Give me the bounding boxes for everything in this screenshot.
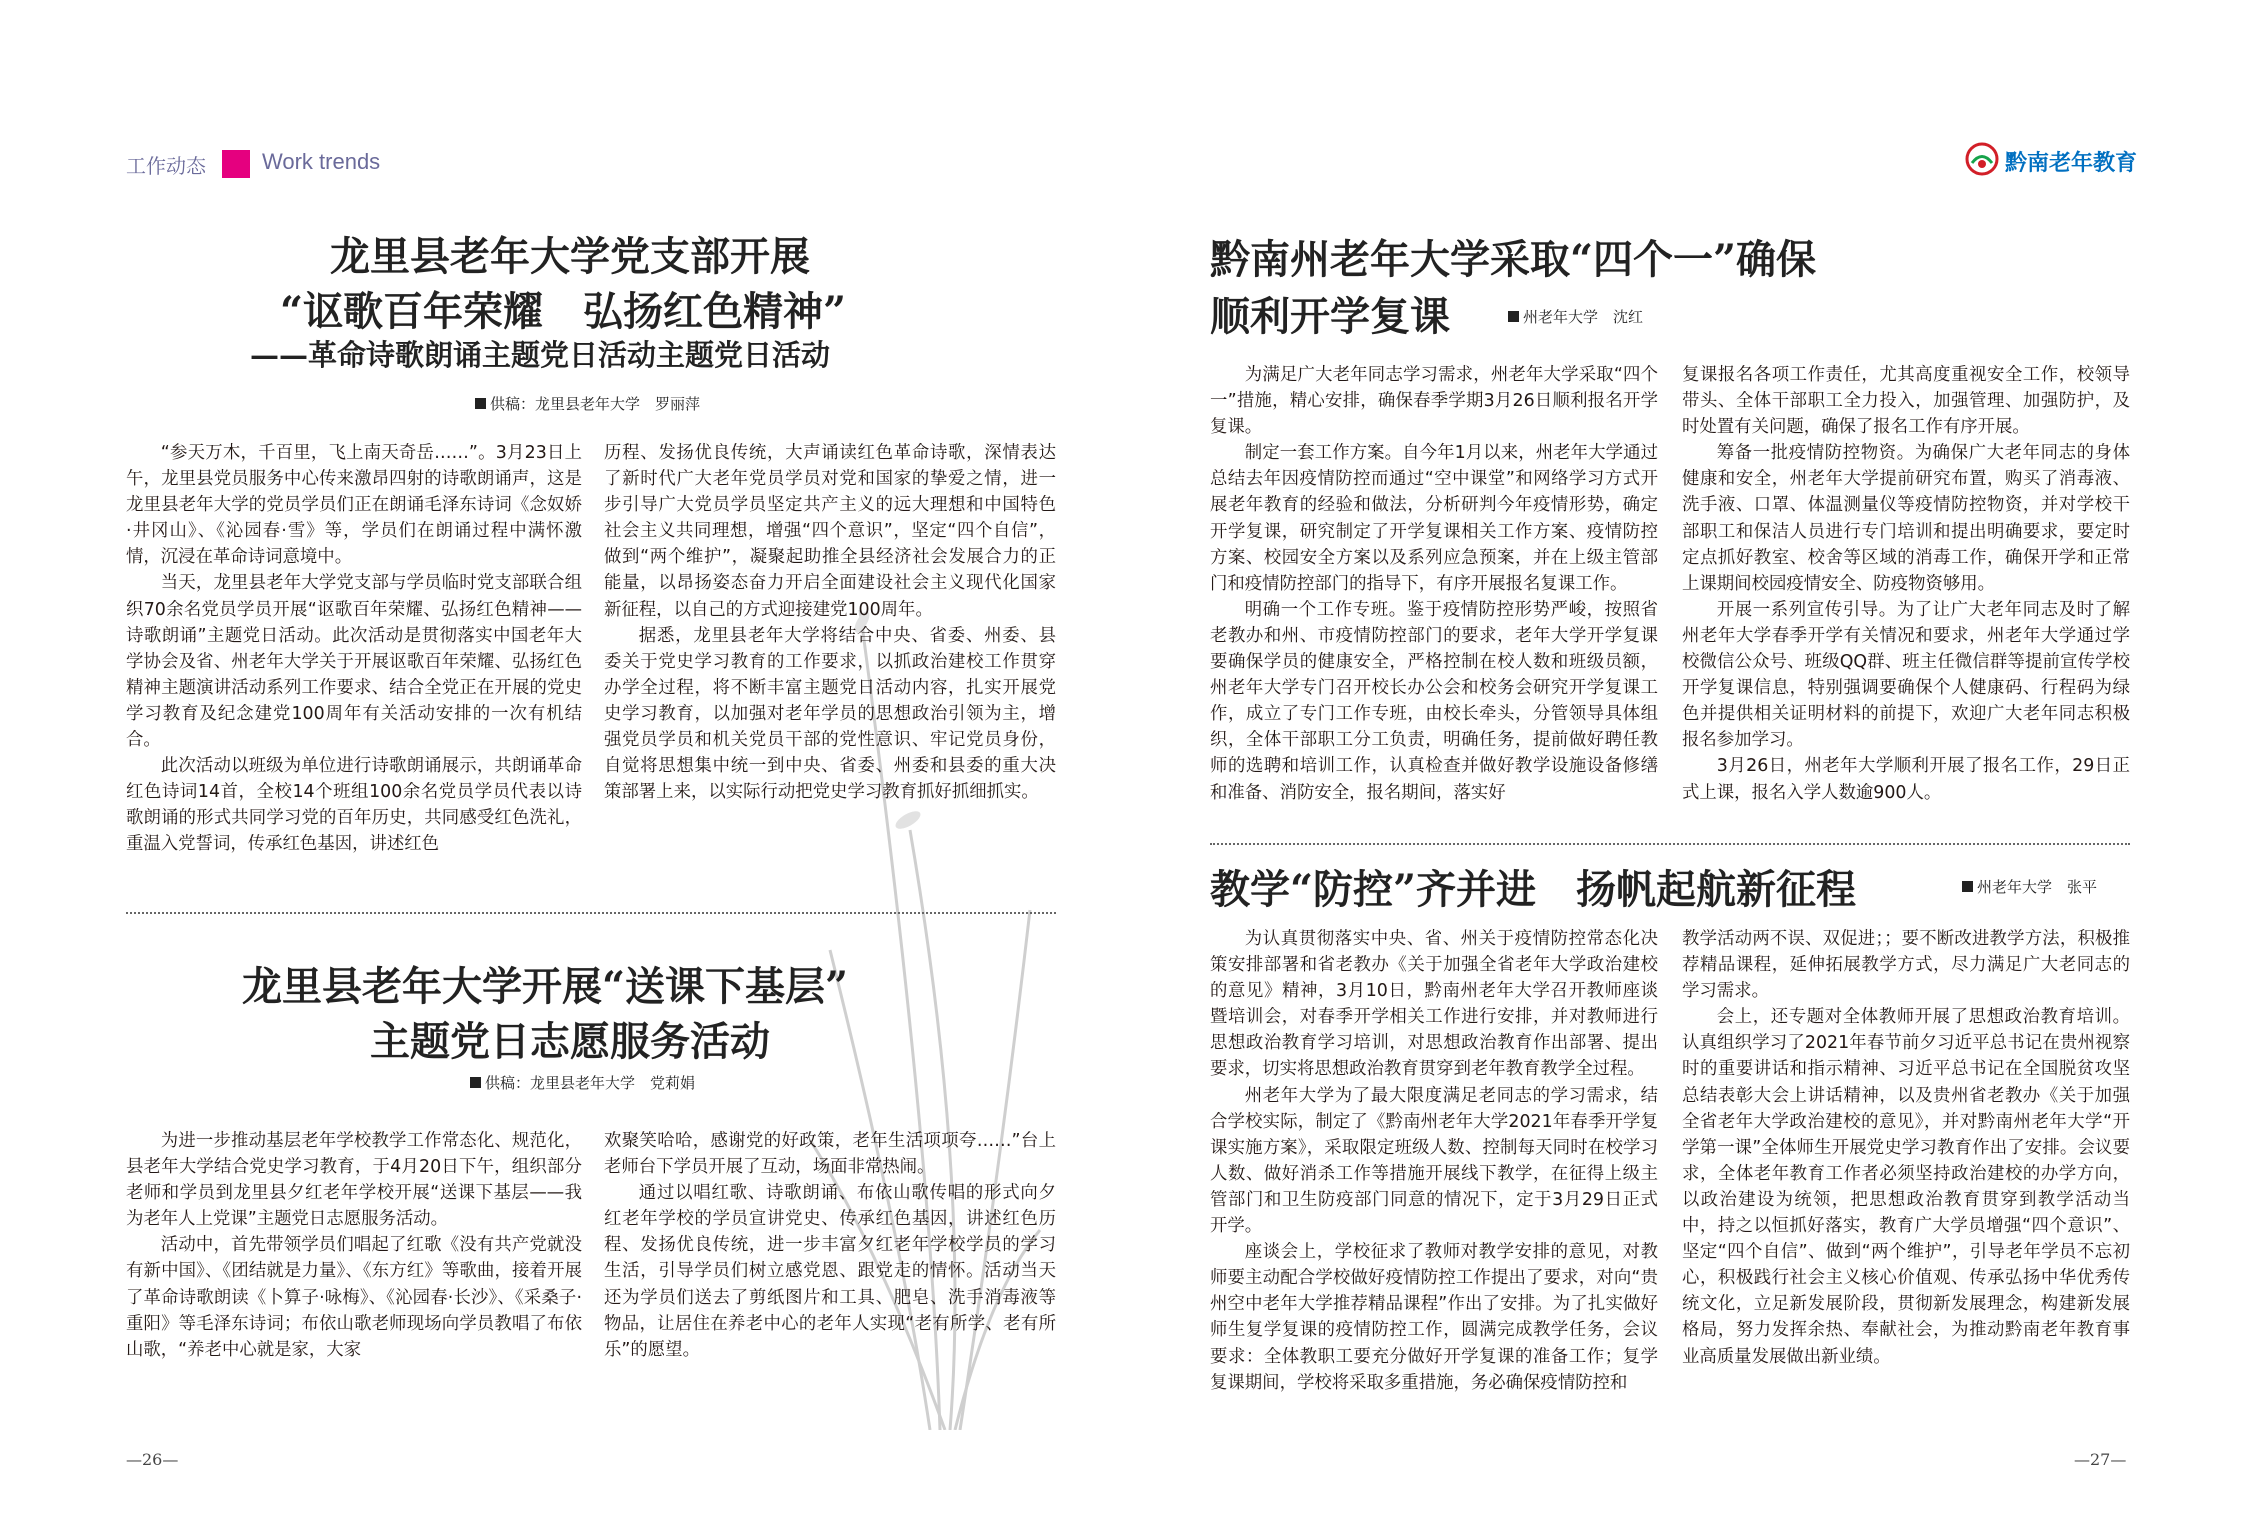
article3-title-line1: 黔南州老年大学采取“四个一”确保 (1210, 236, 1817, 283)
article4-col1-para: 为认真贯彻落实中央、省、州关于疫情防控常态化决策安排部署和省老教办《关于加强全省老年大学政治建校的意见》精神，3月10日，黔南州老年大学召开教师座谈暨培训会，对春季开学相关工作进行安排，并对教师进行思想政治教育学习培训，对思想政治教育作出部署、提出要求，切实将思想政治教育贯穿到老年教育教学全过程。 (1210, 929, 1658, 1080)
article3-col2-para: 筹备一批疫情防控物资。为确保广大老年同志的身体健康和安全，州老年大学提前研究布置，购买了消毒液、洗手液、口罩、体温测量仪等疫情防控物资，并对学校干部职工和保洁人员进行专门培训和提出明确要求，要定时定点抓好教室、校舍等区域的消毒工作，确保开学和正常上课期间校园疫情安全、防疫物资够用。 (1682, 443, 2130, 594)
article4-col2-para: 会上，还专题对全体教师开展了思想政治教育培训。认真组织学习了2021年春节前夕习近平总书记在贵州视察时的重要讲话和指示精神、习近平总书记在全国脱贫攻坚总结表彰大会上讲话精神，以及贵州省老教办《关于加强全省老年大学政治建校的意见》，并对黔南州老年大学“开学第一课”全体师生开展党史学习教育作出了安排。会议要求，全体老年教育工作者必须坚持政治建校的办学方向，以政治建设为统领，把思想政治教育贯穿到教学活动当中，持之以恒抓好落实，教育广大学员增强“四个意识”、坚定“四个自信”、做到“两个维护”，引导老年学员不忘初心，积极践行社会主义核心价值观、传承弘扬中华优秀传统文化，立足新发展阶段，贯彻新发展理念，构建新发展格局，努力发挥余热、奉献社会，为推动黔南老年教育事业高质量发展做出新业绩。 (1682, 1007, 2130, 1367)
article3-col1-para: 明确一个工作专班。鉴于疫情防控形势严峻，按照省老教办和州、市疫情防控部门的要求，老年大学开学复课要确保学员的健康安全，严格控制在校人数和班级员额，州老年大学专门召开校长办公会和校务会研究开学复课工作，成立了专门工作专班，由校长牵头，分管领导具体组织，全体干部职工分工负责，明确任务，提前做好聘任教师的选聘和培训工作，认真检查并做好教学设施设备修缮和准备、消防安全，报名期间，落实好 (1210, 599, 1658, 803)
article1-title-line2: “讴歌百年荣耀 弘扬红色精神” (280, 288, 847, 335)
article4-title: 教学“防控”齐并进 扬帆起航新征程 (1210, 866, 1857, 913)
article1-col1-para: “参天万木，千百里，飞上南天奇岳……”。3月23日上午，龙里县党员服务中心传来激昂四射的诗歌朗诵声，这是龙里县老年大学的党员学员们正在朗诵毛泽东诗词《念奴娇·井冈山》、《沁园春·雪》等，学员们在朗诵过程中满怀激情，沉浸在革命诗词意境中。 (126, 443, 582, 568)
article1-byline-text: 供稿：龙里县老年大学 罗丽萍 (490, 395, 701, 413)
article1-column2 (604, 440, 1056, 805)
article4-byline-text: 州老年大学 张平 (1977, 878, 2098, 896)
article2-col2-para: 通过以唱红歌、诗歌朗诵、布依山歌传唱的形式向夕红老年学校的学员宣讲党史、传承红色基因，讲述红色历程、发扬优良传统，进一步丰富夕红老年学校学员的学习生活，引导学员们树立感党恩、跟党走的情怀。活动当天还为学员们送去了剪纸图片和工具、肥皂、洗手消毒液等物品，让居住在养老中心的老年人实现“老有所学、老有所乐”的愿望。 (604, 1183, 1056, 1360)
article3-byline-text: 州老年大学 沈红 (1523, 308, 1644, 326)
article4-column2 (1682, 926, 2130, 1370)
page-number-left: —26— (126, 1450, 179, 1469)
article1-col1-para: 当天，龙里县老年大学党支部与学员临时党支部联合组织70余名党员学员开展“讴歌百年荣耀、弘扬红色精神——诗歌朗诵”主题党日活动。此次活动是贯彻落实中国老年大学协会及省、州老年大学关于开展讴歌百年荣耀、弘扬红色精神主题演讲活动系列工作要求、结合全党正在开展的党史学习教育及纪念建党100周年有关活动安排的一次有机结合。 (126, 573, 582, 751)
article1-byline (475, 393, 700, 414)
article2-column1 (126, 1128, 582, 1363)
article2-col1-para: 活动中，首先带领学员们唱起了红歌《没有共产党就没有新中国》、《团结就是力量》、《东方红》等歌曲，接着开展了革命诗歌朗读《卜算子·咏梅》、《沁园春·长沙》、《采桑子·重阳》等毛泽东诗词；布依山歌老师现场向学员教唱了布依山歌，“养老中心就是家，大家 (126, 1235, 582, 1360)
article3-col1-para: 为满足广大老年同志学习需求，州老年大学采取“四个一”措施，精心安排，确保春季学期3月26日顺利报名开学复课。 (1210, 365, 1658, 438)
byline-marker (475, 398, 486, 409)
article4-byline (1962, 876, 2097, 897)
page-number-right: —27— (2074, 1450, 2127, 1469)
article2-byline (470, 1072, 695, 1093)
section-marker-square (222, 150, 250, 178)
article2-byline-text: 供稿：龙里县老年大学 党莉娟 (485, 1074, 696, 1092)
article1-col2-para: 据悉，龙里县老年大学将结合中央、省委、州委、县委关于党史学习教育的工作要求，以抓政治建校工作贯穿办学全过程，将不断丰富主题党日活动内容，扎实开展党史学习教育，以加强对老年学员的思想政治引领为主，增强党员学员和机关党员干部的党性意识、牢记党员身份，自觉将思想集中统一到中央、省委、州委和县委的重大决策部署上来，以实际行动把党史学习教育抓好抓细抓实。 (604, 625, 1056, 803)
article4-col2-para: 教学活动两不误、双促进；；要不断改进教学方法，积极推荐精品课程，延伸拓展教学方式，尽力满足广大老同志的学习需求。 (1682, 929, 2130, 1002)
publication-logo (1965, 140, 2138, 180)
article3-title-line2: 顺利开学复课 (1210, 293, 1450, 340)
article3-column2 (1682, 362, 2130, 806)
article1-subtitle: ——革命诗歌朗诵主题党日活动主题党日活动 (250, 338, 831, 372)
byline-marker (470, 1077, 481, 1088)
article-divider (1210, 843, 2130, 845)
article3-col1-para: 制定一套工作方案。自今年1月以来，州老年大学通过总结去年因疫情防控而通过“空中课堂”和网络学习方式开展老年教育的经验和做法，分析研判今年疫情形势，确定开学复课，研究制定了开学复课相关工作方案、疫情防控方案、校园安全方案以及系列应急预案，并在上级主管部门和疫情防控部门的指导下，有序开展报名复课工作。 (1210, 443, 1658, 594)
article2-title-line2: 主题党日志愿服务活动 (370, 1018, 770, 1065)
byline-marker (1962, 881, 1973, 892)
logo-text: 黔南老年教育 (2005, 151, 2138, 176)
article3-col2-para: 开展一系列宣传引导。为了让广大老年同志及时了解州老年大学春季开学有关情况和要求，州老年大学通过学校微信公众号、班级QQ群、班主任微信群等提前宣传学校开学复课信息，特别强调要确保个人健康码、行程码为绿色并提供相关证明材料的前提下，欢迎广大老年同志积极报名参加学习。 (1682, 599, 2130, 751)
article2-title-line1: 龙里县老年大学开展“送课下基层” (242, 963, 849, 1010)
article3-col2-para: 复课报名各项工作责任，尤其高度重视安全工作，校领导带头、全体干部职工全力投入，加强管理、加强防护，及时处置有关问题，确保了报名工作有序开展。 (1682, 365, 2130, 438)
byline-marker (1508, 311, 1519, 322)
article1-title-line1: 龙里县老年大学党支部开展 (330, 233, 810, 280)
article2-column2 (604, 1128, 1056, 1363)
article3-col2-para: 3月26日，州老年大学顺利开展了报名工作，29日正式上课，报名入学人数逾900人。 (1682, 756, 2130, 803)
article4-col1-para: 座谈会上，学校征求了教师对教学安排的意见，对教师要主动配合学校做好疫情防控工作提出了要求，对向“贵州空中老年大学推荐精品课程”作出了安排。为了扎实做好师生复学复课的疫情防控工作，圆满完成教学任务，会议要求：全体教职工要充分做好开学复课的准备工作；复学复课期间，学校将采取多重措施，务必确保疫情防控和 (1210, 1242, 1658, 1393)
logo-emblem-icon (1965, 142, 1999, 176)
article1-col1-para: 此次活动以班级为单位进行诗歌朗诵展示，共朗诵革命红色诗词14首，全校14个班组100余名党员学员代表以诗歌朗诵的形式共同学习党的百年历史，共同感受红色洗礼，重温入党誓词，传承红色基因，讲述红色 (126, 756, 582, 855)
article2-col2-para: 欢聚笑哈哈，感谢党的好政策，老年生活项项夸……”台上老师台下学员开展了互动，场面非常热闹。 (604, 1131, 1056, 1178)
article4-col1-para: 州老年大学为了最大限度满足老同志的学习需求，结合学校实际，制定了《黔南州老年大学2021年春季开学复课实施方案》，采取限定班级人数、控制每天同时在校学习人数、做好消杀工作等措施开展线下教学，在征得上级主管部门和卫生防疫部门同意的情况下，定于3月29日正式开学。 (1210, 1085, 1658, 1237)
article4-column1 (1210, 926, 1658, 1396)
article3-column1 (1210, 362, 1658, 806)
article-divider (126, 912, 1056, 914)
article1-column1 (126, 440, 582, 858)
article1-col2-para: 历程、发扬优良传统，大声诵读红色革命诗歌，深情表达了新时代广大老年党员学员对党和国家的挚爱之情，进一步引导广大党员学员坚定共产主义的远大理想和中国特色社会主义共同理想，增强“四个意识”，坚定“四个自信”，做到“两个维护”，凝聚起助推全县经济社会发展合力的正能量，以昂扬姿态奋力开启全面建设社会主义现代化国家新征程，以自己的方式迎接建党100周年。 (604, 443, 1056, 620)
article3-byline (1508, 306, 1643, 327)
section-title-cn: 工作动态 (126, 154, 206, 178)
section-title-en: Work trends (262, 149, 381, 174)
article2-col1-para: 为进一步推动基层老年学校教学工作常态化、规范化，县老年大学结合党史学习教育，于4月20日下午，组织部分老师和学员到龙里县夕红老年学校开展“送课下基层——我为老年人上党课”主题党日志愿服务活动。 (126, 1131, 582, 1230)
